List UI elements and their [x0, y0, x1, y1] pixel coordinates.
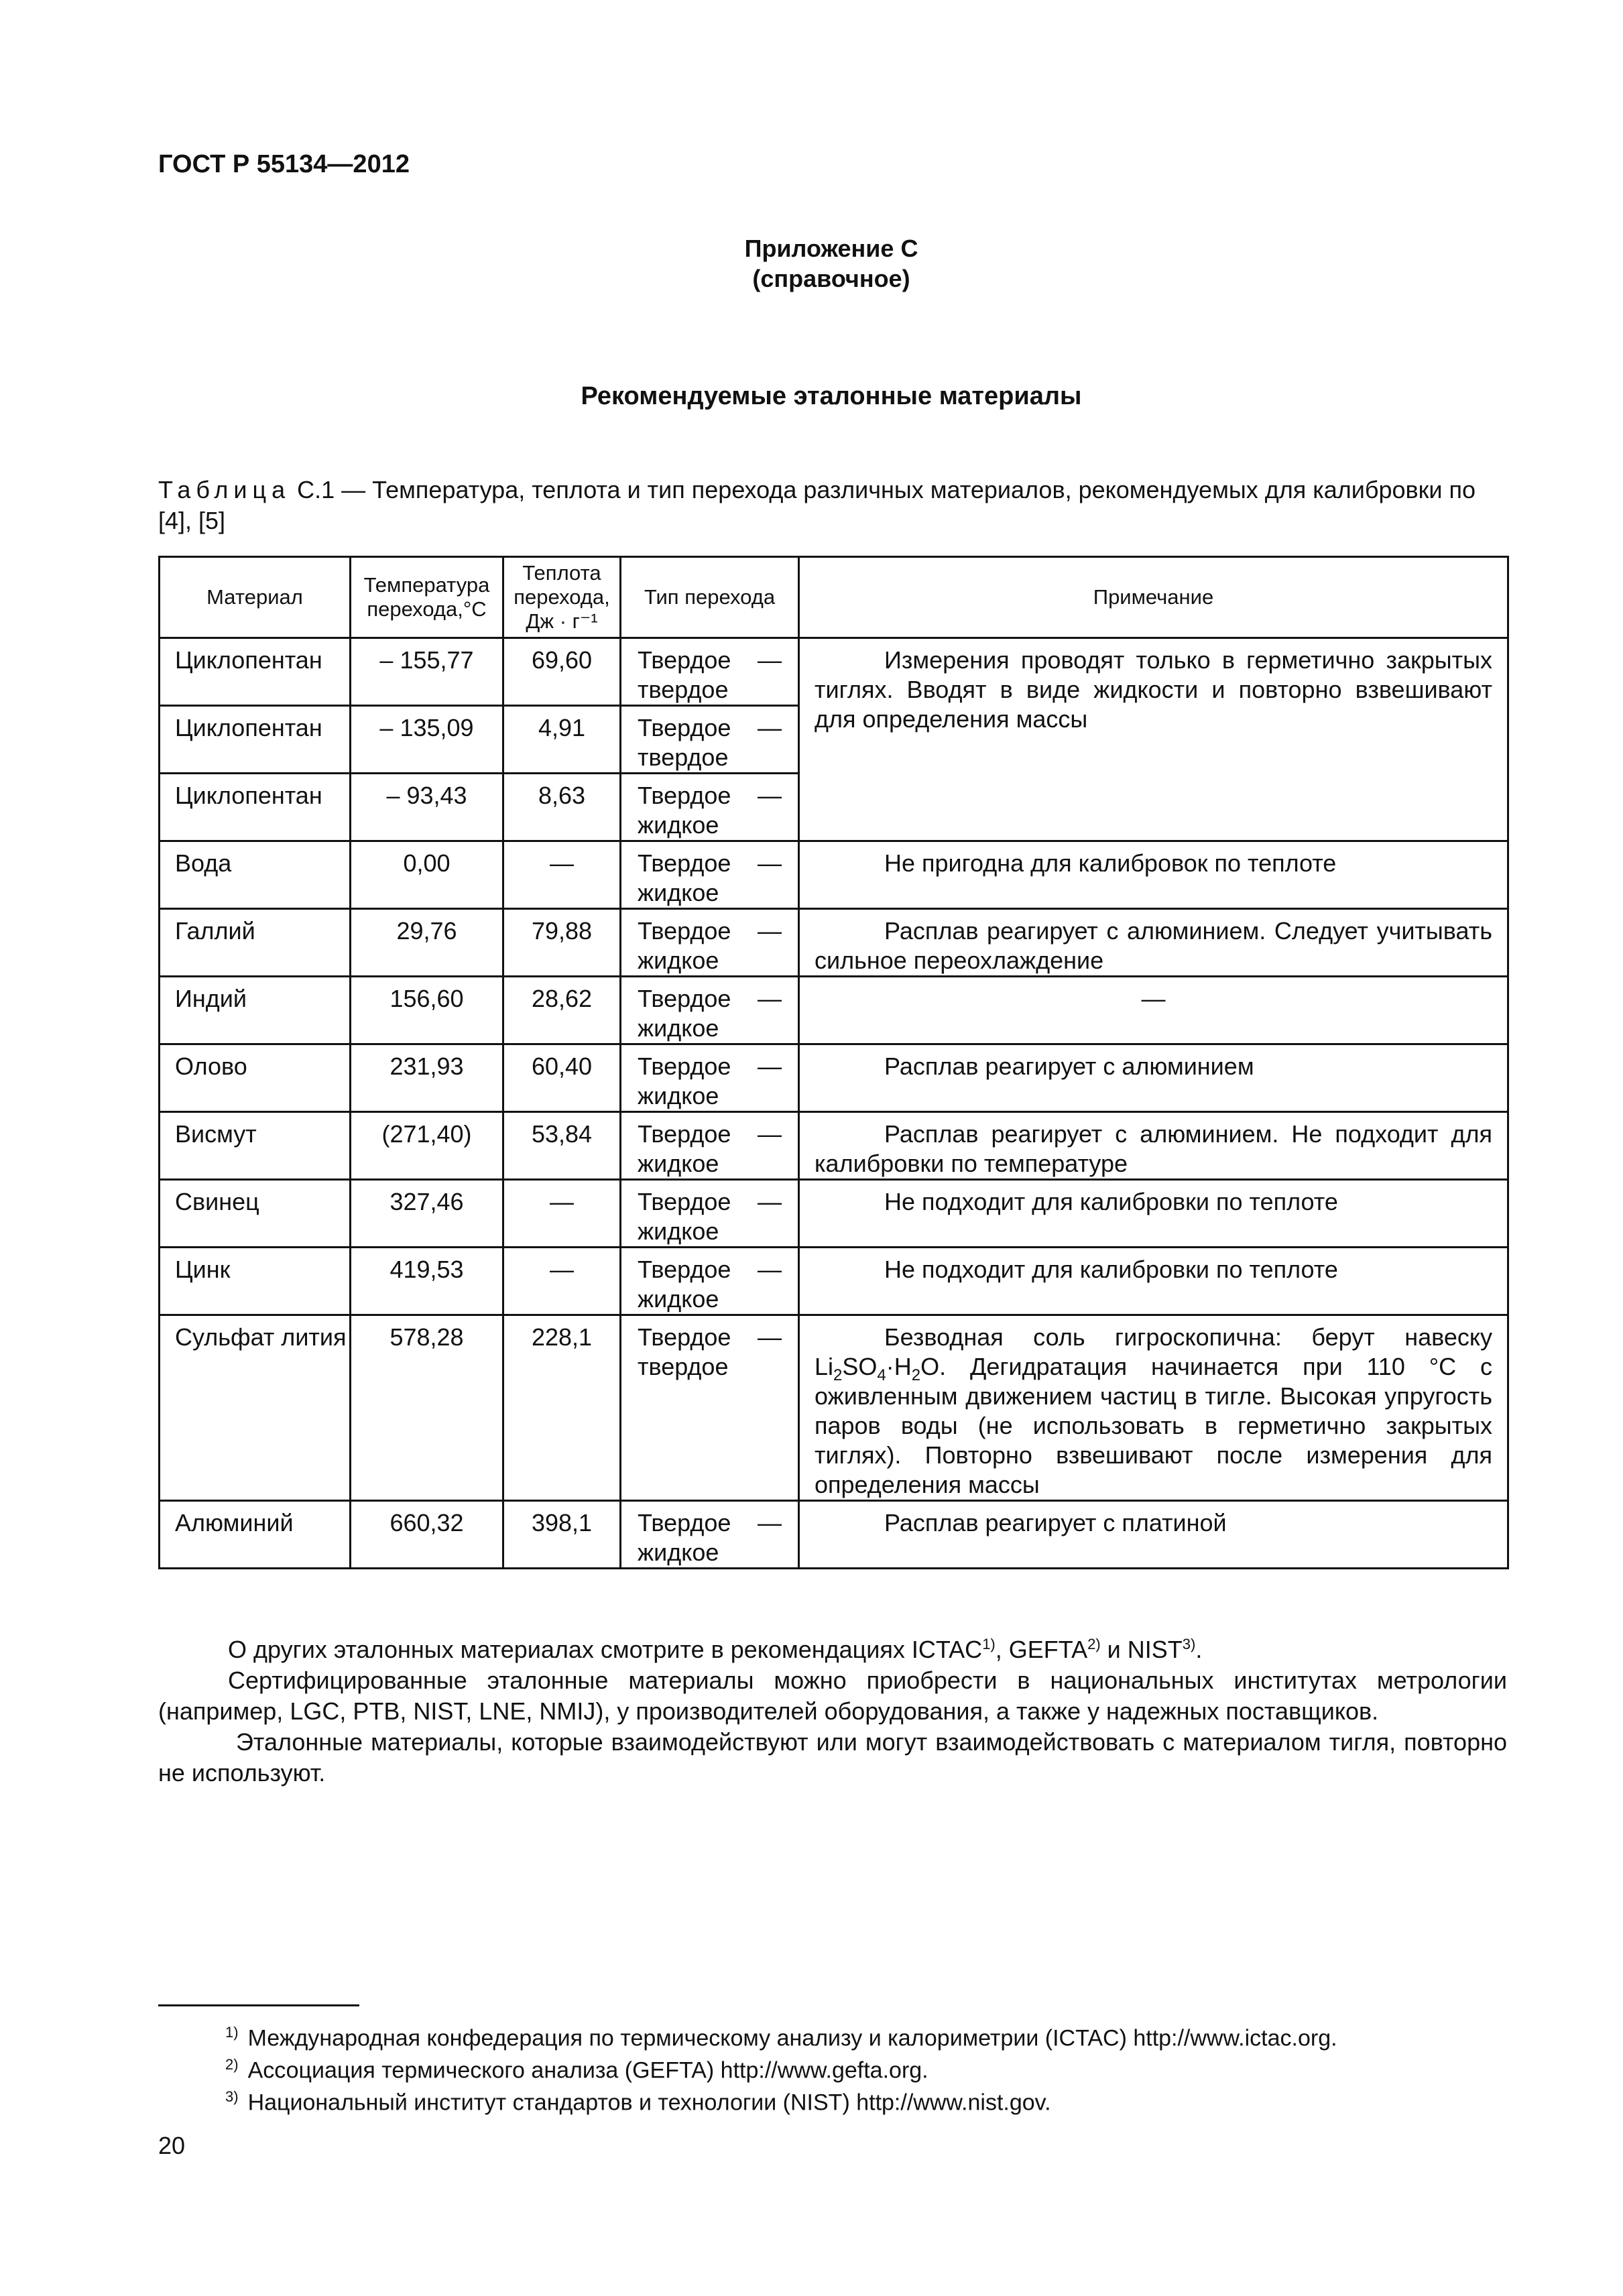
cell-transition-type — [621, 1248, 799, 1315]
footnote-text: Национальный институт стандартов и технологии (NIST) http://www.nist.gov. — [247, 2090, 1051, 2116]
footnote-mark: 2) — [225, 2056, 239, 2073]
header-temperature: Температура перехода,°С — [351, 557, 503, 638]
cell-heat: 60,40 — [503, 1044, 621, 1112]
table-row — [160, 1112, 1508, 1180]
cell-temperature: 327,46 — [351, 1180, 503, 1248]
type-from: Твердое — [638, 1052, 731, 1080]
table-header-row — [160, 557, 1508, 638]
type-dash: — — [758, 1509, 782, 1536]
table-row — [160, 841, 1508, 909]
type-from: Твердое — [638, 985, 731, 1012]
type-from: Твердое — [638, 1256, 731, 1283]
type-from: Твердое — [638, 1120, 731, 1148]
cell-temperature: – 155,77 — [351, 638, 503, 706]
header-heat: Теплота перехода, Дж · г⁻¹ — [503, 557, 621, 638]
paragraph-certified — [158, 1665, 1507, 1727]
type-from: Твердое — [638, 646, 731, 674]
note-text: — — [1141, 985, 1166, 1012]
type-to: жидкое — [638, 1014, 719, 1042]
table-row — [160, 1044, 1508, 1112]
type-to: твердое — [638, 1353, 729, 1380]
type-dash: — — [758, 1120, 782, 1148]
cell-transition-type — [621, 1501, 799, 1569]
type-to: твердое — [638, 743, 729, 771]
cell-material: Вода — [160, 841, 351, 909]
type-from: Твердое — [638, 1188, 731, 1215]
cell-temperature: 578,28 — [351, 1315, 503, 1501]
cell-material: Циклопентан — [160, 706, 351, 774]
type-dash: — — [758, 1256, 782, 1283]
note-text: Расплав реагирует с алюминием — [884, 1052, 1254, 1080]
cell-note — [799, 1180, 1508, 1248]
footnote-2 — [225, 2050, 928, 2085]
standard-number: ГОСТ Р 55134—2012 — [158, 150, 410, 178]
type-to: жидкое — [638, 1150, 719, 1177]
cell-transition-type — [621, 1112, 799, 1180]
cell-material: Циклопентан — [160, 774, 351, 841]
header-material: Материал — [160, 557, 351, 638]
cell-material: Алюминий — [160, 1501, 351, 1569]
table-row — [160, 909, 1508, 977]
cell-heat: — — [503, 1248, 621, 1315]
reference-materials-table — [158, 556, 1509, 1569]
cell-temperature: 156,60 — [351, 977, 503, 1044]
type-dash: — — [758, 849, 782, 877]
table-row — [160, 1248, 1508, 1315]
type-to: твердое — [638, 676, 729, 703]
cell-transition-type — [621, 841, 799, 909]
type-to: жидкое — [638, 879, 719, 906]
footnote-3 — [225, 2082, 1051, 2117]
cell-material: Циклопентан — [160, 638, 351, 706]
table-caption — [158, 475, 1507, 536]
type-dash: — — [758, 1188, 782, 1215]
type-from: Твердое — [638, 917, 731, 945]
note-text: O. Дегидратация начинается при 110 °С с оживленным движением частиц в тигле. Высокая упругость паров воды (не использовать в герметично закрытых тиглях). Повторно взвешивают после измерения для определения массы — [815, 1353, 1492, 1498]
cell-note — [799, 1315, 1508, 1501]
footnote-separator — [158, 2004, 359, 2006]
type-from: Твердое — [638, 1323, 731, 1351]
p1-text-d: . — [1195, 1636, 1203, 1663]
cell-heat: 398,1 — [503, 1501, 621, 1569]
type-to: жидкое — [638, 811, 719, 839]
cell-heat: 228,1 — [503, 1315, 621, 1501]
cell-transition-type — [621, 1180, 799, 1248]
table-row — [160, 638, 1508, 706]
table-row — [160, 977, 1508, 1044]
cell-note — [799, 1501, 1508, 1569]
cell-heat: 79,88 — [503, 909, 621, 977]
note-text: SO — [842, 1353, 878, 1380]
cell-heat: 4,91 — [503, 706, 621, 774]
type-dash: — — [758, 646, 782, 674]
cell-temperature: 29,76 — [351, 909, 503, 977]
appendix-title: Приложение С — [744, 235, 918, 262]
cell-material: Висмут — [160, 1112, 351, 1180]
footnote-text: Международная конфедерация по термическому анализу и калориметрии (ICTAC) http://www.ictac.org. — [247, 2025, 1337, 2051]
cell-heat: 28,62 — [503, 977, 621, 1044]
cell-temperature: 0,00 — [351, 841, 503, 909]
cell-heat: 8,63 — [503, 774, 621, 841]
note-text: Не подходит для калибровки по теплоте — [884, 1188, 1338, 1215]
cell-note — [799, 1044, 1508, 1112]
type-dash: — — [758, 917, 782, 945]
p1-text-b: , GEFTA — [995, 1636, 1088, 1663]
p3-text: Эталонные материалы, которые взаимодействуют или могут взаимодействовать с материалом тигля, повторно не используют. — [158, 1728, 1507, 1787]
note-subscript: 4 — [877, 1366, 886, 1385]
footnote-ref-2: 2) — [1087, 1636, 1101, 1652]
note-text: Расплав реагирует с платиной — [884, 1509, 1227, 1536]
cell-transition-type — [621, 1044, 799, 1112]
note-text: Не пригодна для калибровок по теплоте — [884, 849, 1337, 877]
type-dash: — — [758, 1052, 782, 1080]
type-to: жидкое — [638, 1538, 719, 1566]
type-from: Твердое — [638, 782, 731, 809]
paragraph-other-materials — [158, 1634, 1507, 1665]
cell-note — [799, 1112, 1508, 1180]
cell-temperature: (271,40) — [351, 1112, 503, 1180]
cell-temperature: 231,93 — [351, 1044, 503, 1112]
table-caption-label: Таблица — [158, 476, 291, 503]
cell-material: Свинец — [160, 1180, 351, 1248]
cell-heat: 69,60 — [503, 638, 621, 706]
p2-text: Сертифицированные эталонные материалы можно приобрести в национальных институтах метрологии (например, LGC, PTB, NIST, LNE, NMIJ), у производителей оборудования, а также у надежных поставщиков. — [158, 1667, 1507, 1725]
footnote-text: Ассоциация термического анализа (GEFTA) http://www.gefta.org. — [247, 2057, 928, 2083]
page-number: 20 — [158, 2132, 186, 2159]
cell-heat: 53,84 — [503, 1112, 621, 1180]
cell-note — [799, 1248, 1508, 1315]
type-from: Твердое — [638, 1509, 731, 1536]
header-note: Примечание — [799, 557, 1508, 638]
note-text: Безводная соль гигроскопична: берут навеску Li — [815, 1323, 1492, 1380]
note-text: Не подходит для калибровки по теплоте — [884, 1256, 1338, 1283]
cell-note — [799, 638, 1508, 841]
note-text: Расплав реагирует с алюминием. Не подходит для калибровки по температуре — [815, 1120, 1492, 1177]
cell-note — [799, 841, 1508, 909]
cell-heat: — — [503, 1180, 621, 1248]
cell-material: Индий — [160, 977, 351, 1044]
type-to: жидкое — [638, 1217, 719, 1245]
cell-transition-type — [621, 638, 799, 706]
cell-transition-type — [621, 706, 799, 774]
cell-material: Сульфат лития — [160, 1315, 351, 1501]
header-type: Тип перехода — [621, 557, 799, 638]
type-dash: — — [758, 1323, 782, 1351]
cell-material: Олово — [160, 1044, 351, 1112]
note-text: ·H — [886, 1353, 912, 1380]
type-to: жидкое — [638, 1285, 719, 1313]
table-row — [160, 1501, 1508, 1569]
table-row — [160, 1180, 1508, 1248]
cell-note — [799, 977, 1508, 1044]
p1-text-a: О других эталонных материалах смотрите в рекомендациях ICTAC — [228, 1636, 983, 1663]
cell-transition-type — [621, 774, 799, 841]
note-text: Измерения проводят только в герметично закрытых тиглях. Вводят в виде жидкости и повторно взвешивают для определения массы — [815, 646, 1492, 733]
type-dash: — — [758, 782, 782, 809]
type-from: Твердое — [638, 714, 731, 741]
cell-transition-type — [621, 1315, 799, 1501]
note-subscript: 2 — [833, 1366, 843, 1385]
cell-material: Цинк — [160, 1248, 351, 1315]
paragraph-reuse — [158, 1727, 1507, 1789]
cell-transition-type — [621, 909, 799, 977]
note-subscript: 2 — [911, 1366, 921, 1385]
footnote-ref-3: 3) — [1182, 1636, 1196, 1652]
footnote-ref-1: 1) — [982, 1636, 996, 1652]
cell-temperature: – 135,09 — [351, 706, 503, 774]
footnote-mark: 1) — [225, 2024, 239, 2041]
footnote-mark: 3) — [225, 2088, 239, 2105]
cell-note — [799, 909, 1508, 977]
footnote-1 — [225, 2018, 1337, 2053]
cell-temperature: 419,53 — [351, 1248, 503, 1315]
note-text: Расплав реагирует с алюминием. Следует учитывать сильное переохлаждение — [815, 917, 1492, 974]
cell-heat: — — [503, 841, 621, 909]
cell-temperature: 660,32 — [351, 1501, 503, 1569]
cell-transition-type — [621, 977, 799, 1044]
cell-material: Галлий — [160, 909, 351, 977]
cell-temperature: – 93,43 — [351, 774, 503, 841]
table-caption-text: С.1 — Температура, теплота и тип перехода различных материалов, рекомендуемых для калибровки по [4], [5] — [158, 476, 1476, 534]
type-from: Твердое — [638, 849, 731, 877]
section-title: Рекомендуемые эталонные материалы — [581, 382, 1082, 410]
type-to: жидкое — [638, 1082, 719, 1109]
type-dash: — — [758, 714, 782, 741]
p1-text-c: и NIST — [1100, 1636, 1183, 1663]
table-row — [160, 1315, 1508, 1501]
type-dash: — — [758, 985, 782, 1012]
appendix-subtitle: (справочное) — [752, 265, 910, 292]
type-to: жидкое — [638, 947, 719, 974]
